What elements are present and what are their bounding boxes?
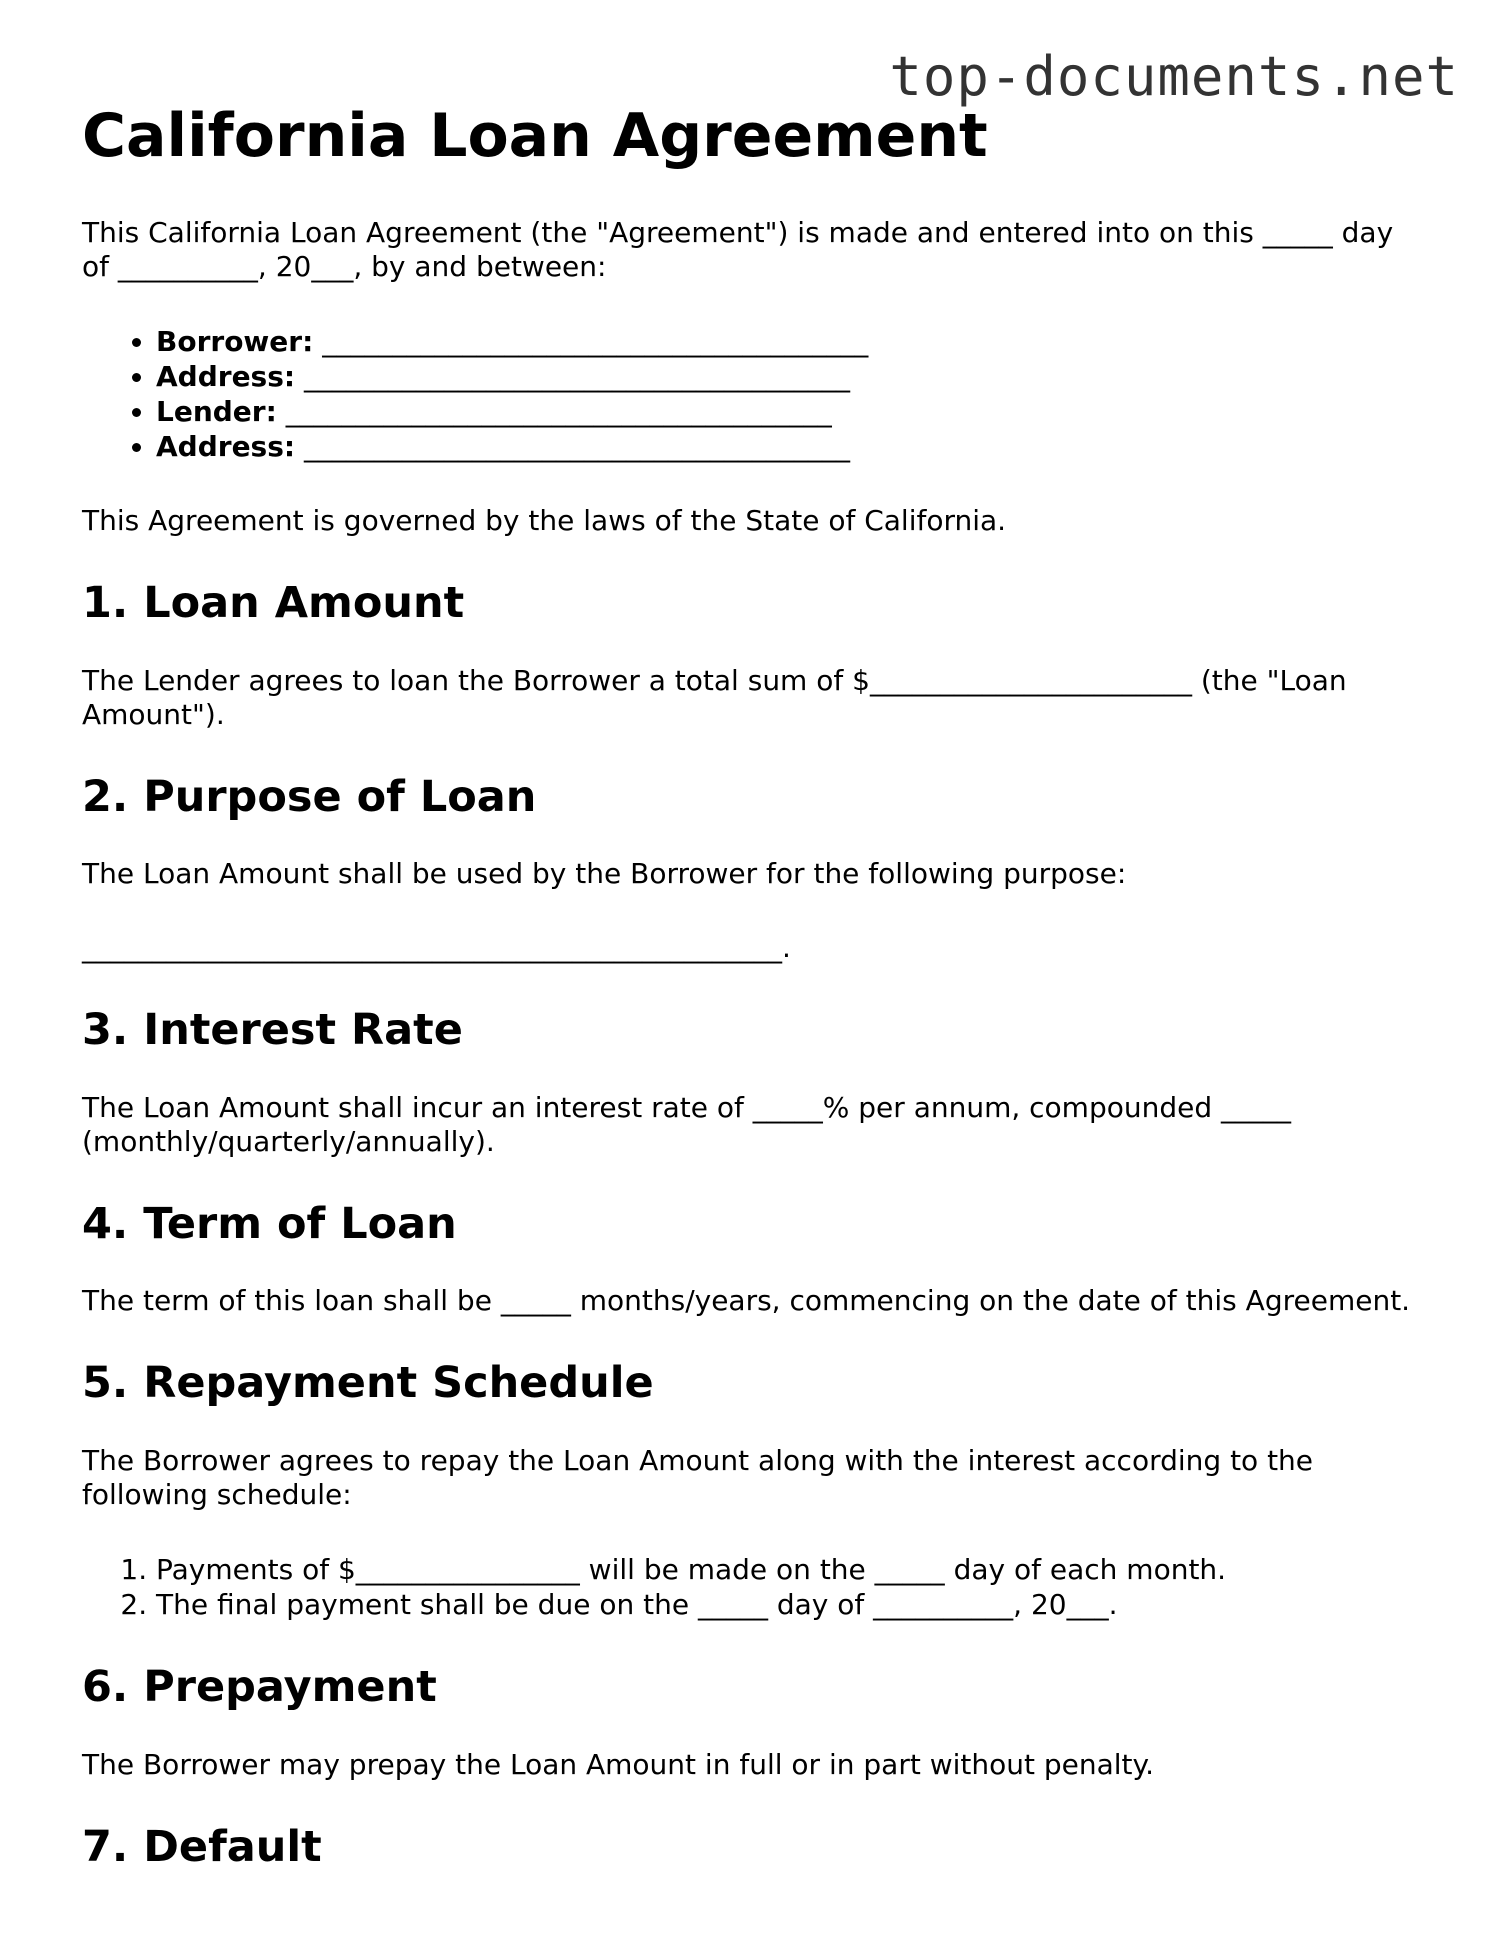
section-text-prepayment: The Borrower may prepay the Loan Amount in full or in part without penalty. bbox=[82, 1747, 1155, 1781]
section-heading-interest: 3. Interest Rate bbox=[82, 1005, 463, 1056]
section-text-loan-amount: The Lender agrees to loan the Borrower a total sum of $_______________________ (the "Loan Amount"). bbox=[82, 663, 1347, 731]
party-blank: _______________________________________ bbox=[304, 430, 850, 463]
repayment-schedule-list bbox=[82, 1552, 1422, 1622]
document-page bbox=[82, 100, 1422, 1907]
section-text-interest: The Loan Amount shall incur an interest rate of _____% per annum, compounded _____ (monthly/quarterly/annually). bbox=[82, 1090, 1292, 1158]
party-blank: _______________________________________ bbox=[322, 325, 869, 358]
party-label: Lender: bbox=[156, 395, 277, 428]
watermark-logo: top-documents.net bbox=[889, 45, 1459, 108]
section-heading-prepayment: 6. Prepayment bbox=[82, 1661, 437, 1712]
section-text-repayment: The Borrower agrees to repay the Loan Amount along with the interest according to the following schedule: bbox=[82, 1443, 1314, 1511]
parties-list bbox=[82, 324, 1422, 464]
party-label: Address: bbox=[156, 430, 296, 463]
repayment-item: 2. The final payment shall be due on the _____ day of __________, 20___. bbox=[156, 1587, 1422, 1622]
party-borrower-address bbox=[156, 359, 1422, 394]
party-borrower bbox=[156, 324, 1422, 359]
section-heading-loan-amount: 1. Loan Amount bbox=[82, 578, 465, 628]
section-heading-term: 4. Term of Loan bbox=[82, 1198, 457, 1249]
section-text-purpose: The Loan Amount shall be used by the Borrower for the following purpose: bbox=[82, 857, 1127, 891]
section-heading-purpose: 2. Purpose of Loan bbox=[82, 771, 537, 822]
party-label: Address: bbox=[156, 360, 296, 393]
party-lender-address bbox=[156, 429, 1422, 464]
intro-paragraph: This California Loan Agreement (the "Agreement") is made and entered into on this _____ day of __________, 20___, by and between: bbox=[82, 216, 1394, 283]
repayment-item: 1. Payments of $________________ will be made on the _____ day of each month. bbox=[156, 1552, 1422, 1587]
purpose-blank-line: __________________________________________________. bbox=[82, 931, 791, 965]
governing-law-paragraph: This Agreement is governed by the laws of the State of California. bbox=[82, 504, 1007, 537]
party-blank: _______________________________________ bbox=[285, 395, 832, 428]
party-blank: _______________________________________ bbox=[304, 360, 850, 393]
party-label: Borrower: bbox=[156, 325, 314, 358]
section-heading-repayment: 5. Repayment Schedule bbox=[82, 1358, 654, 1409]
party-lender bbox=[156, 394, 1422, 429]
section-text-term: The term of this loan shall be _____ months/years, commencing on the date of this Agreement. bbox=[82, 1284, 1411, 1318]
section-heading-default: 7. Default bbox=[82, 1821, 322, 1872]
document-title: California Loan Agreement bbox=[82, 101, 988, 171]
